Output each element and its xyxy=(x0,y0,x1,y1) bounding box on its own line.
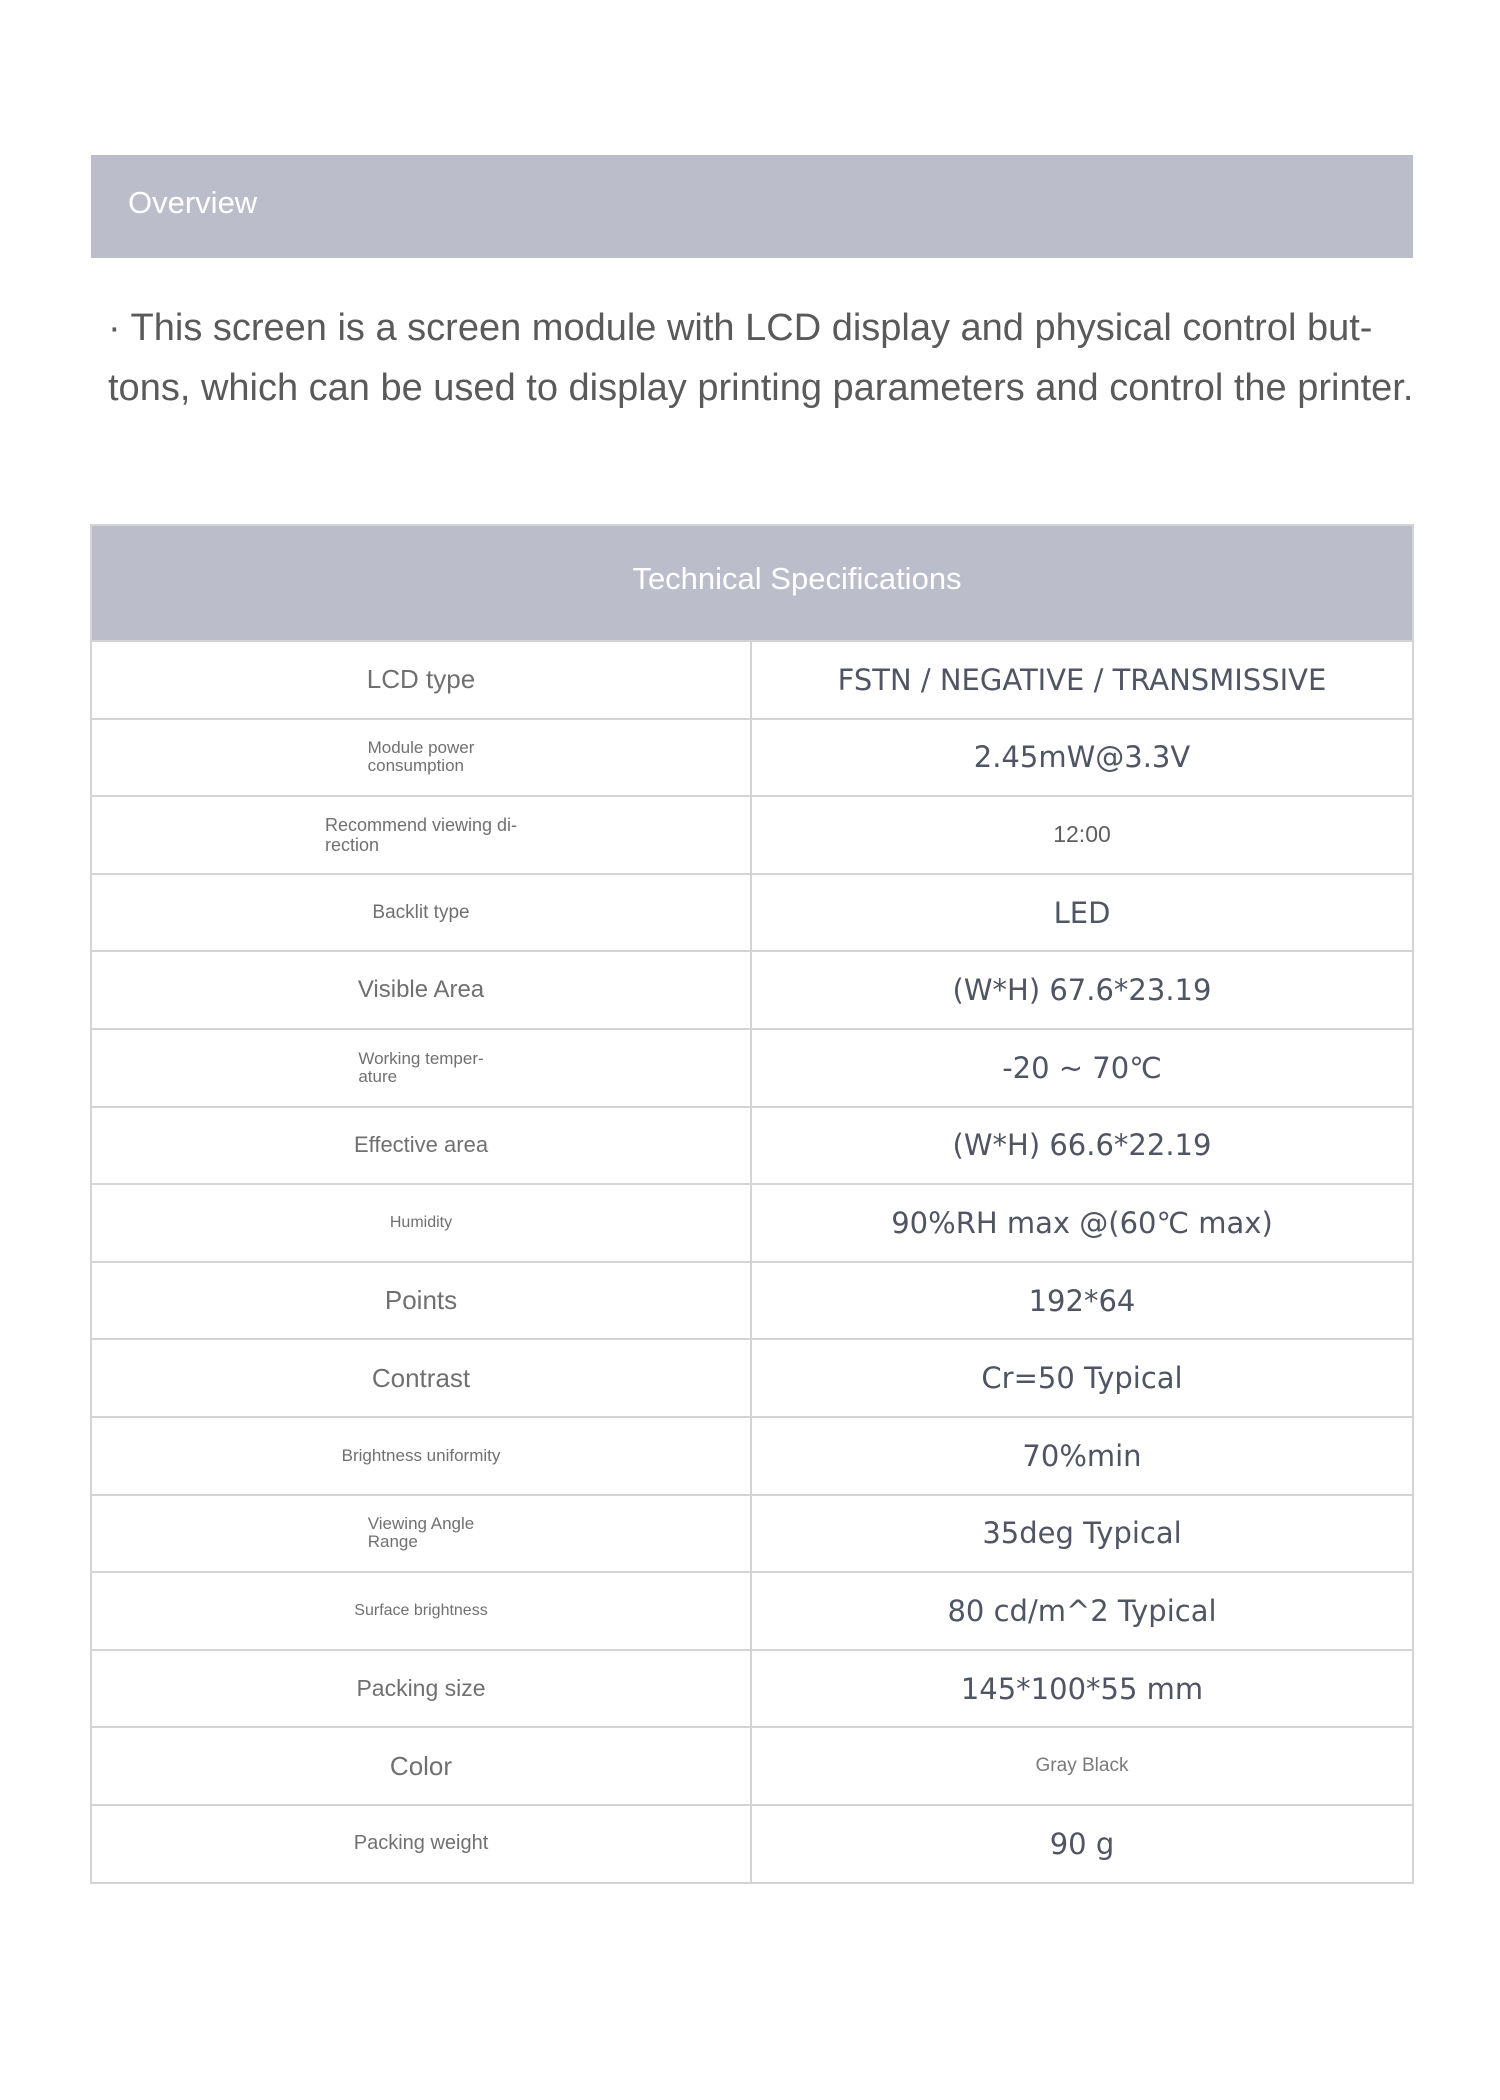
spec-label: Points xyxy=(92,1263,752,1339)
spec-label: Contrast xyxy=(92,1340,752,1416)
spec-label-line: Range xyxy=(367,1532,418,1552)
table-row xyxy=(92,950,1412,1028)
spec-value: 12:00 xyxy=(1053,821,1111,848)
spec-value: (W*H) 67.6*23.19 xyxy=(952,973,1212,1008)
spec-label: Packing weight xyxy=(92,1806,752,1882)
table-row xyxy=(92,1494,1412,1572)
spec-label: Visible Area xyxy=(92,952,752,1028)
table-row xyxy=(92,1261,1412,1339)
spec-value: 35deg Typical xyxy=(982,1516,1182,1551)
spec-label-line: Module power xyxy=(367,738,475,758)
spec-value: 2.45mW@3.3V xyxy=(973,740,1191,775)
spec-label: Packing size xyxy=(92,1651,752,1727)
spec-label-line: ature xyxy=(358,1066,398,1086)
spec-label: Effective area xyxy=(92,1108,752,1184)
spec-value: 90 g xyxy=(1049,1826,1115,1861)
table-row xyxy=(92,1028,1412,1106)
spec-label-line: Recommend viewing di- xyxy=(324,814,518,835)
spec-label-line: rection xyxy=(324,834,379,855)
spec-label: Surface brightness xyxy=(92,1573,752,1649)
table-row xyxy=(92,1804,1412,1882)
spec-table-title: Technical Specifications xyxy=(632,561,962,596)
table-row xyxy=(92,1649,1412,1727)
spec-label: Humidity xyxy=(92,1185,752,1261)
overview-line-1: · This screen is a screen module with LCD display and physical control but- xyxy=(108,307,1373,349)
spec-label-line: Viewing Angle xyxy=(367,1514,475,1534)
table-row xyxy=(92,1106,1412,1184)
spec-label-line: consumption xyxy=(367,756,464,776)
spec-label xyxy=(92,1496,752,1572)
spec-value: LED xyxy=(1053,895,1111,930)
spec-value: 70%min xyxy=(1022,1438,1142,1473)
table-row xyxy=(92,795,1412,873)
spec-value: 90%RH max @(60℃ max) xyxy=(891,1205,1273,1240)
table-row xyxy=(92,1338,1412,1416)
technical-specifications-table xyxy=(90,524,1414,1884)
spec-label: Color xyxy=(92,1728,752,1804)
spec-value: (W*H) 66.6*22.19 xyxy=(952,1128,1212,1163)
table-row xyxy=(92,1416,1412,1494)
spec-label: LCD type xyxy=(92,642,752,718)
table-row xyxy=(92,1726,1412,1804)
spec-value: 192*64 xyxy=(1028,1283,1136,1318)
spec-value: -20 ~ 70℃ xyxy=(1002,1050,1162,1085)
overview-title: Overview xyxy=(128,185,258,220)
table-row xyxy=(92,873,1412,951)
spec-label-line: Working temper- xyxy=(358,1048,484,1068)
spec-label xyxy=(92,1030,752,1106)
spec-value: 80 cd/m^2 Typical xyxy=(947,1593,1217,1628)
overview-paragraph xyxy=(108,298,1414,418)
spec-value: 145*100*55 mm xyxy=(960,1671,1204,1706)
table-row xyxy=(92,1571,1412,1649)
table-row xyxy=(92,1183,1412,1261)
spec-table-header xyxy=(92,526,1412,640)
overview-line-2: tons, which can be used to display printing parameters and control the printer. xyxy=(108,367,1414,409)
spec-label xyxy=(92,797,752,873)
spec-label: Brightness uniformity xyxy=(92,1418,752,1494)
spec-label: Backlit type xyxy=(92,875,752,951)
spec-label xyxy=(92,720,752,796)
overview-header xyxy=(91,155,1413,258)
spec-value: FSTN / NEGATIVE / TRANSMISSIVE xyxy=(837,662,1327,697)
spec-value: Cr=50 Typical xyxy=(981,1361,1183,1396)
table-row xyxy=(92,640,1412,718)
table-row xyxy=(92,718,1412,796)
spec-value: Gray Black xyxy=(1035,1755,1129,1777)
